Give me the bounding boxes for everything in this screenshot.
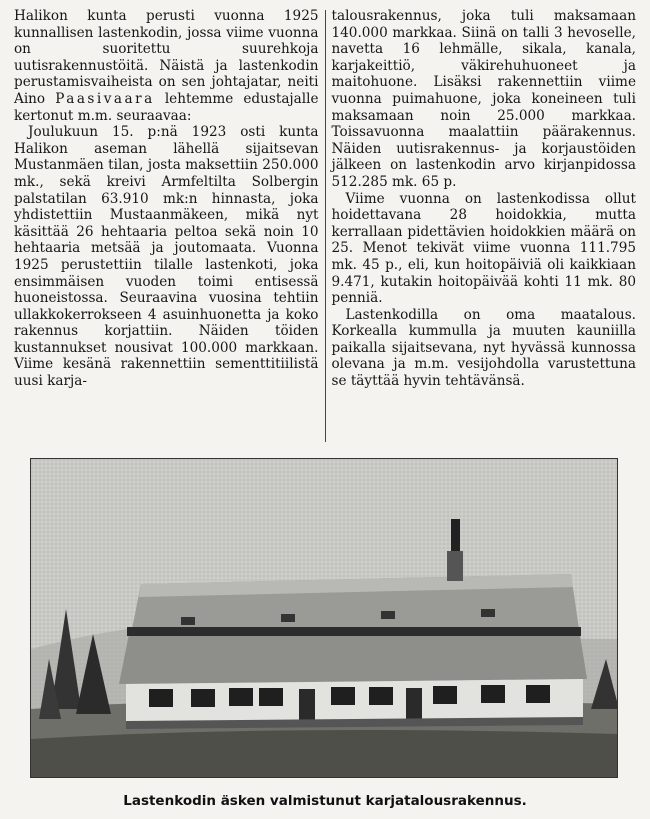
left-column xyxy=(8,8,325,444)
building-photo xyxy=(30,458,618,778)
right-column xyxy=(326,8,643,444)
barn-illustration xyxy=(31,459,618,778)
paragraph-history: Joulukuun 15. p:nä 1923 osti kunta Halikon aseman lähellä sijaitsevan Mustanmäen tilan, josta maksettiin 250.000 mk., sekä kreivi Armfeltilta Solbergin palstatilan 63.910 mk:n hinnasta, joka yhdistettiin Mustaanmäkeen, mikä nyt käsittää 26 hehtaaria peltoa sekä noin 10 hehtaaria metsää ja joutomaata. Vuonna 1925 perustettiin tilalle lastenkoti, joka ensimmäisen vuoden toimi entisessä huoneistossa. Seuraavina vuosina tehtiin ullakkokerrokseen 4 asuinhuonetta ja koko rakennus korjattiin. Näiden töiden kustannukset nousivat 100.000 markkaan. Viime kesänä rakennettiin sementtitiilistä uusi karja- xyxy=(14,124,319,390)
paragraph-building: talousrakennus, joka tuli maksamaan 140.000 markkaa. Siinä on talli 3 hevoselle, navetta 16 lehmälle, sikala, kanala, karjakeittiö, väkirehuhuoneet ja maitohuone. Lisäksi rakennettiin viime vuonna puimahuone, joka koneineen tuli maksamaan noin 25.000 markkaa. Toissavuonna maalattiin päärakennus. Näiden uutisrakennus- ja korjaustöiden jälkeen on lastenkodin arvo kirjanpidossa 512.285 mk. 65 p. xyxy=(331,8,636,190)
paragraph-children: Viime vuonna on lastenkodissa ollut hoidettavana 28 hoidokkia, mutta kerrallaan pidettävien hoidokkien määrä on 25. Menot tekivät viime vuonna 111.795 mk. 45 p., eli, kun hoitopäiviä oli kaikkiaan 9.471, kutakin hoitopäivää kohti 11 mk. 80 penniä. xyxy=(331,190,636,307)
person-name: Paasivaara xyxy=(55,90,155,107)
paragraph-farm: Lastenkodilla on oma maatalous. Korkealla kummulla ja muuten kauniilla paikalla sijaitsevana, nyt hyvässä kunnossa olevana ja m.m. vesijohdolla varustettuna se täyttää hyvin tehtävänsä. xyxy=(331,306,636,390)
photo-caption: Lastenkodin äsken valmistunut karjatalousrakennus. xyxy=(123,793,527,809)
article-body xyxy=(8,8,642,444)
paragraph-intro: Halikon kunta perusti vuonna 1925 kunnallisen lastenkodin, jossa viime vuonna on suoritettu suurehkoja uutisrakennustöitä. Näistä ja lastenkodin perustamisvaiheista on sen johtajatar, neiti Aino Paasivaara lehtemme edustajalle kertonut m.m. seuraavaa: xyxy=(14,8,319,124)
